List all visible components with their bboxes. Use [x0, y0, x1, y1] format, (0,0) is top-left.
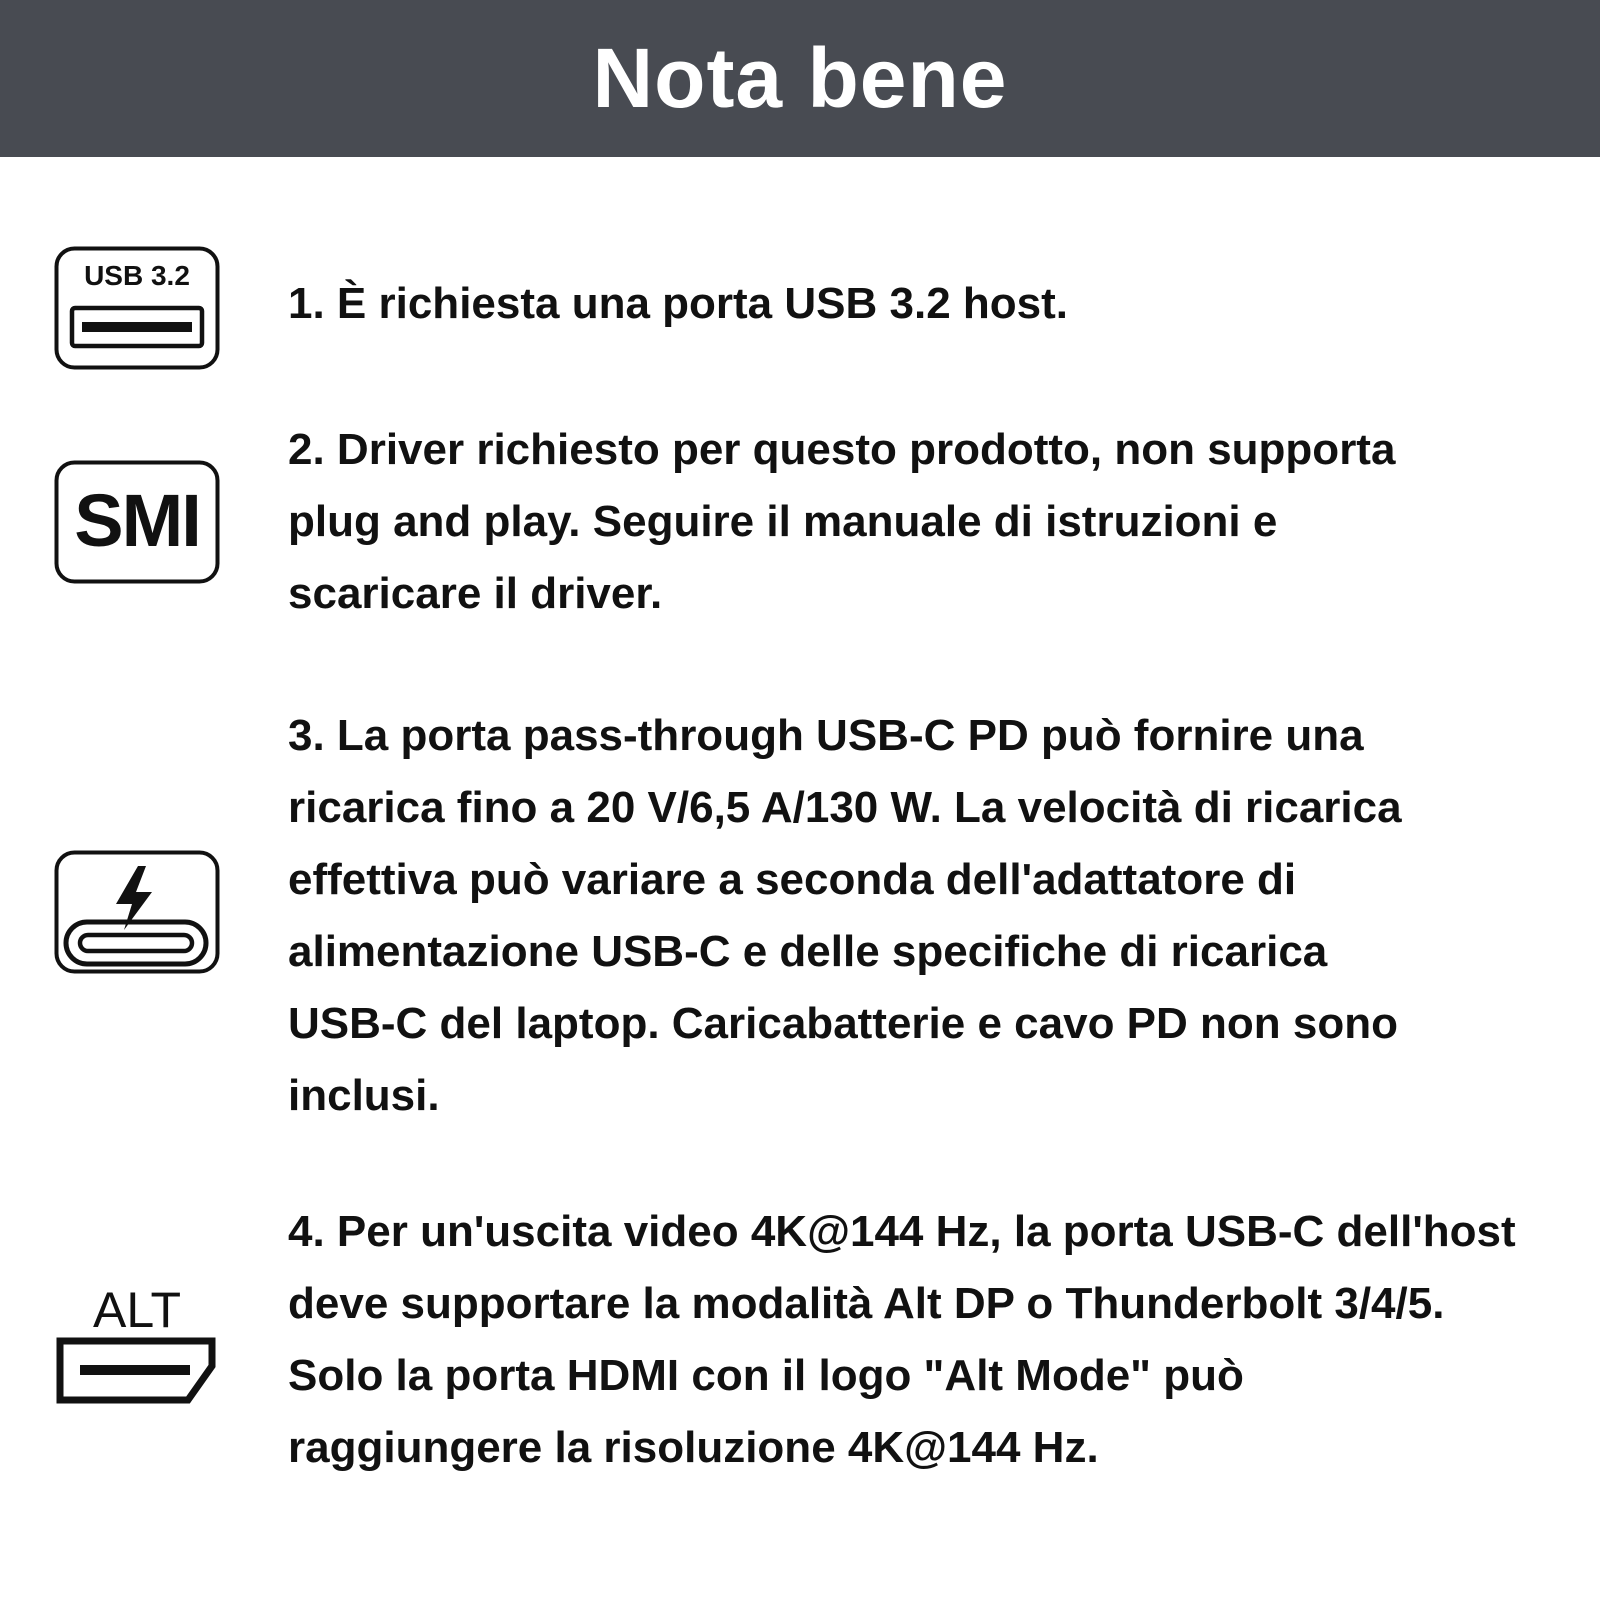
- header-bar: [0, 0, 1600, 157]
- note-1-line-1: 1. È richiesta una porta USB 3.2 host.: [288, 279, 1068, 328]
- note-3: [288, 700, 1588, 1132]
- note-4: [288, 1196, 1588, 1484]
- note-3-line-5: USB-C del laptop. Caricabatterie e cavo PD non sono: [288, 999, 1398, 1048]
- page-title: Nota bene: [592, 31, 1008, 125]
- note-3-line-2: ricarica fino a 20 V/6,5 A/130 W. La velocità di ricarica: [288, 783, 1402, 832]
- note-2: [288, 414, 1588, 630]
- note-4-line-1: 4. Per un'uscita video 4K@144 Hz, la porta USB-C dell'host: [288, 1207, 1516, 1256]
- note-3-line-6: inclusi.: [288, 1071, 440, 1120]
- note-1: [288, 268, 1588, 340]
- note-4-line-2: deve supportare la modalità Alt DP o Thunderbolt 3/4/5.: [288, 1279, 1445, 1328]
- note-3-line-1: 3. La porta pass-through USB-C PD può fornire una: [288, 711, 1364, 760]
- usb32-label: USB 3.2: [84, 260, 190, 291]
- note-2-line-2: plug and play. Seguire il manuale di istruzioni e: [288, 497, 1278, 546]
- note-3-line-4: alimentazione USB-C e delle specifiche di ricarica: [288, 927, 1328, 976]
- note-4-line-3: Solo la porta HDMI con il logo "Alt Mode" può: [288, 1351, 1244, 1400]
- note-4-line-4: raggiungere la risoluzione 4K@144 Hz.: [288, 1423, 1099, 1472]
- usb-c-charging-icon: [54, 850, 220, 974]
- hdmi-alt-mode-icon: [54, 1282, 220, 1404]
- usb-a-port-icon: [54, 246, 220, 370]
- note-3-line-3: effettiva può variare a seconda dell'adattatore di: [288, 855, 1297, 904]
- alt-label: ALT: [93, 1282, 181, 1338]
- note-2-line-1: 2. Driver richiesto per questo prodotto, non supporta: [288, 425, 1396, 474]
- note-2-line-3: scaricare il driver.: [288, 569, 663, 618]
- smi-badge-icon: [54, 460, 220, 584]
- smi-label: SMI: [74, 479, 200, 562]
